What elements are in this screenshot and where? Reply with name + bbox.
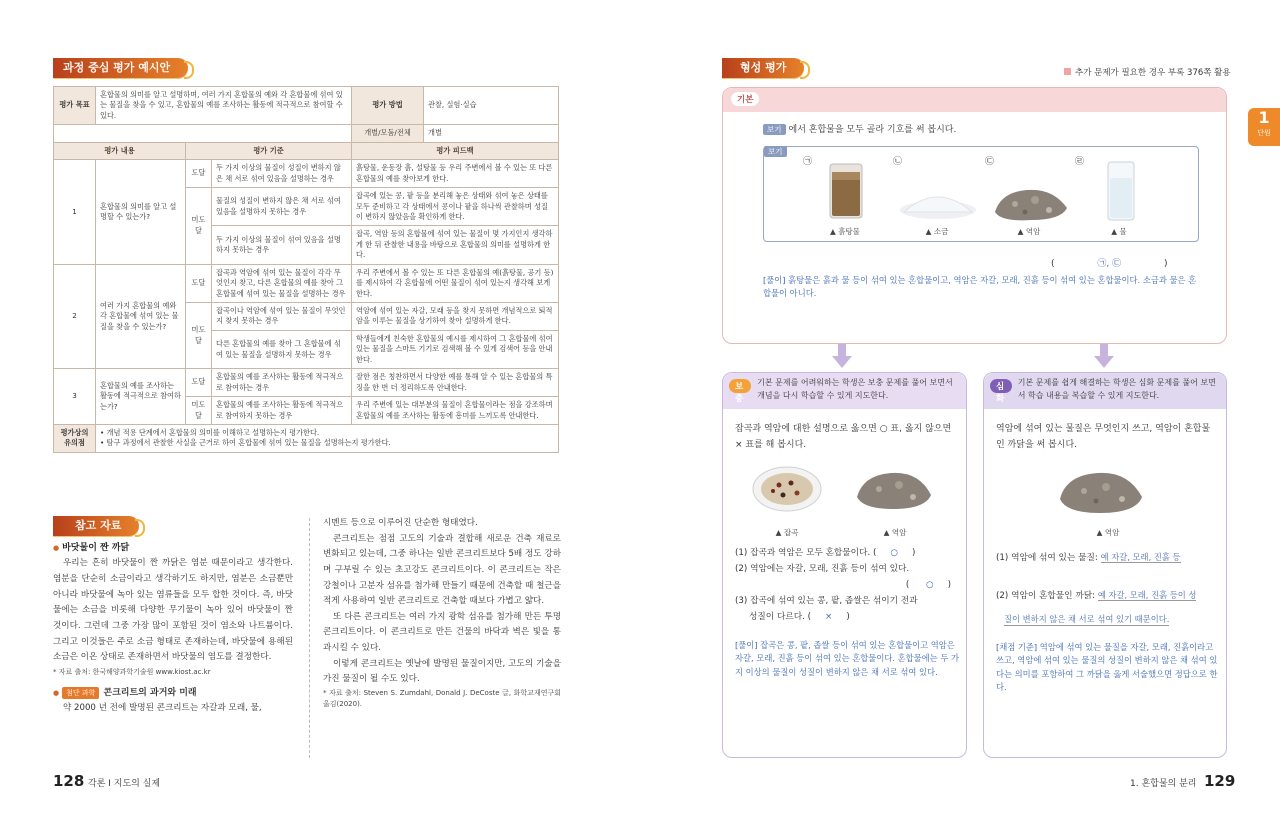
section-title-reference: 참고 자료	[53, 516, 139, 536]
header-feedback: 평가 피드백	[352, 142, 559, 159]
paragraph: 시멘트 등으로 이루어진 단순한 형태였다.	[323, 518, 478, 528]
caption: ▲ 물	[1111, 227, 1127, 236]
source-note: * 자료 출처: Steven S. Zumdahl, Donald J. DeCoste 글, 화학교재연구회 옮김(2020).	[323, 689, 561, 708]
feedback-cell: 잡곡, 역암 등의 혼합물에 섞여 있는 물질이 몇 가지인지 생각하게 한 뒤 관찰한 내용을 바탕으로 혼합물의 의미를 설명하게 한다.	[352, 226, 559, 264]
legend-note: 추가 문제가 필요한 경우 부록 376쪽 활용	[1064, 66, 1231, 78]
water-image	[1106, 160, 1136, 222]
feedback-cell: 우리 주변에서 볼 수 있는 또 다른 혼합물의 예(흙탕물, 공기 등)를 제시하여 각 혼합물에 어떤 물질이 섞여 있는지 생각해 보게 한다.	[352, 264, 559, 302]
advanced-a2-cont: 질이 변하지 않은 채 서로 섞여 있기 때문이다.	[1004, 614, 1170, 624]
advanced-science-badge: 첨단 과학	[62, 687, 99, 700]
conglomerate-image	[991, 184, 1071, 224]
note-item: • 탐구 과정에서 관찰한 사실을 근거로 하여 혼합물에 섞여 있는 물질을 설명하는지 평가한다.	[100, 438, 391, 448]
level-label: 도달	[186, 369, 212, 397]
advanced-q2: (2) 역암이 혼합물인 까닭: 예 자갈, 모래, 진흙 등이 성	[996, 590, 1197, 601]
column-divider	[309, 518, 310, 758]
salt-image	[898, 188, 978, 220]
statement-2: (2) 역암에는 자갈, 모래, 진흙 등이 섞여 있다.	[735, 564, 910, 575]
paragraph: 약 2000 년 전에 발명된 콘크리트는 자갈과 모래, 물,	[63, 703, 262, 714]
caption: ▲ 역암	[1017, 227, 1041, 236]
item-mark: ㉠	[803, 157, 813, 167]
muddy-water-image	[828, 160, 864, 220]
supplement-items	[735, 545, 961, 625]
level-label: 미도달	[186, 188, 212, 265]
conglomerate-image	[853, 467, 935, 513]
feedback-cell: 흙탕물, 운동장 흙, 설탕물 등 우리 주변에서 볼 수 있는 또 다른 혼합물의 예를 찾아보게 한다.	[352, 160, 559, 188]
arrow-icon	[838, 344, 846, 356]
advanced-question: 역암에 섞여 있는 물질은 무엇인지 쓰고, 역암이 혼합물인 까닭을 써 봅시다.	[996, 424, 1211, 451]
reference-column-2	[323, 516, 561, 709]
goal-text: 혼합물의 의미를 알고 설명하며, 여러 가지 혼합물의 예와 각 혼합물에 섞여 있는 물질을 찾을 수 있고, 혼합물의 예를 조사하는 활동에 적극적으로 참여할 수 있다.	[96, 87, 352, 125]
basic-panel	[722, 87, 1227, 344]
basic-tag: 기본	[731, 92, 759, 106]
conglomerate-image	[1056, 467, 1146, 517]
row-number: 2	[54, 264, 96, 369]
notes-cell	[96, 424, 559, 452]
header-criteria: 평가 기준	[186, 142, 352, 159]
section-title-formative: 형성 평가	[722, 58, 804, 78]
footer-chapter-right: 1. 혼합물의 분리	[1130, 779, 1197, 789]
level-label: 미도달	[186, 397, 212, 425]
row-content: 여러 가지 혼합물의 예와 각 혼합물에 섞여 있는 물질을 찾을 수 있는가?	[96, 264, 186, 369]
feedback-cell: 학생들에게 친숙한 혼합물의 예시를 제시하여 그 혼합물에 섞여 있는 물질을 스마트 기기로 검색해 볼 수 있게 검색어 등을 안내한다.	[352, 330, 559, 368]
heading-concrete: ● 첨단 과학 콘크리트의 과거와 미래	[53, 685, 293, 702]
criteria-cell: 잡곡과 역암에 섞여 있는 물질이 각각 무엇인지 찾고, 다른 혼합물의 예를 찾아 그 혼합물에 섞여 있는 물질을 설명하는 경우	[212, 264, 352, 302]
advanced-panel	[983, 372, 1227, 758]
reference-column-1	[53, 540, 293, 717]
goal-label: 평가 목표	[54, 87, 96, 125]
criteria-cell: 물질의 성질이 변하지 않은 채 서로 섞여 있음을 설명하지 못하는 경우	[212, 188, 352, 226]
supplement-question: 잡곡과 역암에 대한 설명으로 옳으면 ○ 표, 옳지 않으면 × 표를 해 봅시다.	[735, 424, 952, 451]
supplement-solution: [풀이] 잡곡은 콩, 팥, 좁쌀 등이 섞여 있는 혼합물이고 역암은 자갈, 모래, 진흙 등이 섞여 있는 혼합물이다. 혼합물에는 두 가지 이상의 물질이 성질이 변하지 않은 채 서로 섞여 있다.	[735, 640, 960, 677]
statement-3: (3) 잡곡에 섞여 있는 콩, 팥, 좁쌀은 섞이기 전과	[735, 596, 918, 607]
item-mark: ㉡	[893, 157, 903, 167]
criteria-cell: 혼합물의 예를 조사하는 활동에 적극적으로 참여하지 못하는 경우	[212, 397, 352, 425]
paragraph: 이렇게 콘크리트는 옛날에 발명된 물질이지만, 고도의 기술을 가진 물질이 될 수도 있다.	[323, 658, 561, 685]
arrow-down-icon	[1094, 356, 1114, 368]
criteria-cell: 다른 혼합물의 예를 찾아 그 혼합물에 섞여 있는 물질을 설명하지 못하는 경우	[212, 330, 352, 368]
heading-salt-water: ● 바닷물이 짠 까닭	[53, 540, 293, 556]
caption: ▲ 역암	[883, 528, 907, 537]
criteria-cell: 두 가지 이상의 물질이 성질이 변하지 않은 채 서로 섞여 있음을 설명하는 경우	[212, 160, 352, 188]
paragraph: 또 다른 콘크리트는 여러 가지 광학 섬유를 첨가해 만든 투명 콘크리트이다. 이 콘크리트로 만든 건물의 바닥과 벽은 빛을 통과시킬 수 있다.	[323, 611, 561, 654]
basic-question: 보기 에서 혼합물을 모두 골라 기호를 써 봅시다.	[763, 122, 956, 135]
caption: ▲ 소금	[925, 227, 949, 236]
advanced-desc: 기본 문제를 쉽게 해결하는 학생은 심화 문제를 풀어 보면서 학습 내용을 복습할 수 있게 지도한다.	[1017, 378, 1216, 400]
level-label: 미도달	[186, 303, 212, 369]
header-content: 평가 내용	[54, 142, 186, 159]
example-box: 보기	[763, 146, 1199, 242]
caption: ▲ 잡곡	[775, 528, 799, 537]
arrow-icon	[1100, 344, 1108, 356]
paragraph: 우리는 흔히 바닷물이 짠 까닭은 염분 때문이라고 생각한다. 염분을 단순히 소금이라고 생각하기도 하지만, 염분은 소금뿐만 아니라 바닷물에 녹아 있는 염류들을 모두 합한 것이다. 즉, 바닷물에는 소금을 비롯해 다양한 무기물이 녹아 있어 바닷물이 짠 것이다. 그런데 그중 가장 많이 포함된 것이 염소와 나트륨이다. 그리고 이것들은 주로 소금 형태로 존재하는데, 바닷물에 용해된 소금은 이온 상태로 존재하면서 바닷물의 염도를 결정한다.	[53, 558, 293, 663]
section-title-assessment: 과정 중심 평가 예시안	[53, 58, 188, 78]
level-label: 도달	[186, 264, 212, 302]
grains-image	[751, 465, 823, 513]
page-number-right: 129	[1204, 772, 1236, 790]
row-number: 3	[54, 369, 96, 425]
feedback-cell: 역암에 섞여 있는 자갈, 모래 등을 찾지 못하면 개념적으로 퇴적암을 이루는 물질을 상기하여 찾아 설명하게 한다.	[352, 303, 559, 331]
unit-tab: 1 단원	[1248, 108, 1280, 146]
criteria-cell: 혼합물의 예를 조사하는 활동에 적극적으로 참여하는 경우	[212, 369, 352, 397]
statement-3-answer: 성질이 다르다. ( × )	[749, 612, 850, 623]
feedback-cell: 잡곡에 있는 콩, 팥 등을 분리해 놓은 상태와 섞여 놓은 상태를 모두 준비하고 각 상태에서 콩이나 팥을 하나씩 관찰하며 성질이 변하지 않았음을 확인하게 한다.	[352, 188, 559, 226]
item-mark: ㉣	[1075, 157, 1085, 167]
caption: ▲ 흙탕물	[830, 227, 860, 236]
source-note: * 자료 출처: 한국해양과학기술원 www.kiost.ac.kr	[53, 667, 211, 676]
basic-solution: [풀이] 흙탕물은 흙과 물 등이 섞여 있는 혼합물이고, 역암은 자갈, 모래, 진흙 등이 섞여 있는 혼합물이다. 소금과 물은 혼합물이 아니다.	[763, 275, 1197, 299]
level-label: 도달	[186, 160, 212, 188]
advanced-tag: 심화	[990, 379, 1012, 393]
feedback-cell: 우리 주변에 있는 대부분의 물질이 혼합물이라는 점을 강조하며 혼합물의 예를 조사하는 활동에 흥미를 느끼도록 안내한다.	[352, 397, 559, 425]
statement-2-answer: ( ○ )	[905, 580, 951, 591]
caption: ▲ 역암	[1096, 528, 1120, 537]
item-mark: ㉢	[985, 157, 995, 167]
assessment-table	[53, 86, 559, 453]
supplement-panel	[722, 372, 967, 758]
row-content: 혼합물의 예를 조사하는 활동에 적극적으로 참여하는가?	[96, 369, 186, 425]
notes-label: 평가상의 유의점	[54, 424, 96, 452]
supplement-tag: 보충	[729, 379, 751, 393]
row-number: 1	[54, 160, 96, 265]
advanced-q1: (1) 역암에 섞여 있는 물질: 예 자갈, 모래, 진흙 등	[996, 552, 1181, 563]
group-label: 개별/모둠/전체	[352, 125, 424, 142]
note-item: • 개념 적용 단계에서 혼합물의 의미를 이해하고 설명하는지 평가한다.	[100, 427, 320, 437]
group-value: 개별	[424, 125, 559, 142]
advanced-solution: [채점 기준] 역암에 섞여 있는 물질을 자갈, 모래, 진흙이라고 쓰고, 역암에 섞여 있는 물질의 성질이 변하지 않은 채 섞여 있다는 의미를 포함하여 그 까닭을 옳게 서술했으면 정답으로 한다.	[996, 642, 1218, 692]
paragraph: 콘크리트는 점점 고도의 기술과 결합해 새로운 건축 재료로 변화되고 있는데, 그중 하나는 일반 콘크리트보다 5배 정도 강하며 구부릴 수 있는 초고강도 콘크리트이다. 이 콘크리트는 작은 강철이나 고분자 섬유를 첨가해 만들기 때문에 건축할 때 철근을 적게 사용하여 일반 콘크리트로 건축할 때보다 가볍고 얇다.	[323, 533, 561, 607]
supplement-desc: 기본 문제를 어려워하는 학생은 보충 문제를 풀어 보면서 개념을 다시 학습할 수 있게 지도한다.	[757, 378, 953, 400]
criteria-cell: 두 가지 이상의 물질이 섞여 있음을 설명하지 못하는 경우	[212, 226, 352, 264]
footer-chapter-left: 각론 Ⅰ 지도의 실제	[88, 779, 161, 789]
criteria-cell: 잡곡이나 역암에 섞여 있는 물질이 무엇인지 찾지 못하는 경우	[212, 303, 352, 331]
statement-1: (1) 잡곡과 역암은 모두 혼합물이다. ( ○ )	[735, 548, 916, 558]
row-content: 혼합물의 의미를 알고 설명할 수 있는가?	[96, 160, 186, 265]
answer-blank: ( ㉠, ㉢ )	[1051, 259, 1168, 269]
feedback-cell: 잘한 점은 칭찬하면서 다양한 예를 통해 알 수 있는 혼합물의 특징을 한 번 더 정리하도록 안내한다.	[352, 369, 559, 397]
method-value: 관찰, 실험·실습	[424, 87, 559, 125]
method-label: 평가 방법	[352, 87, 424, 125]
page-number-left: 128	[53, 772, 85, 790]
arrow-down-icon	[832, 356, 852, 368]
